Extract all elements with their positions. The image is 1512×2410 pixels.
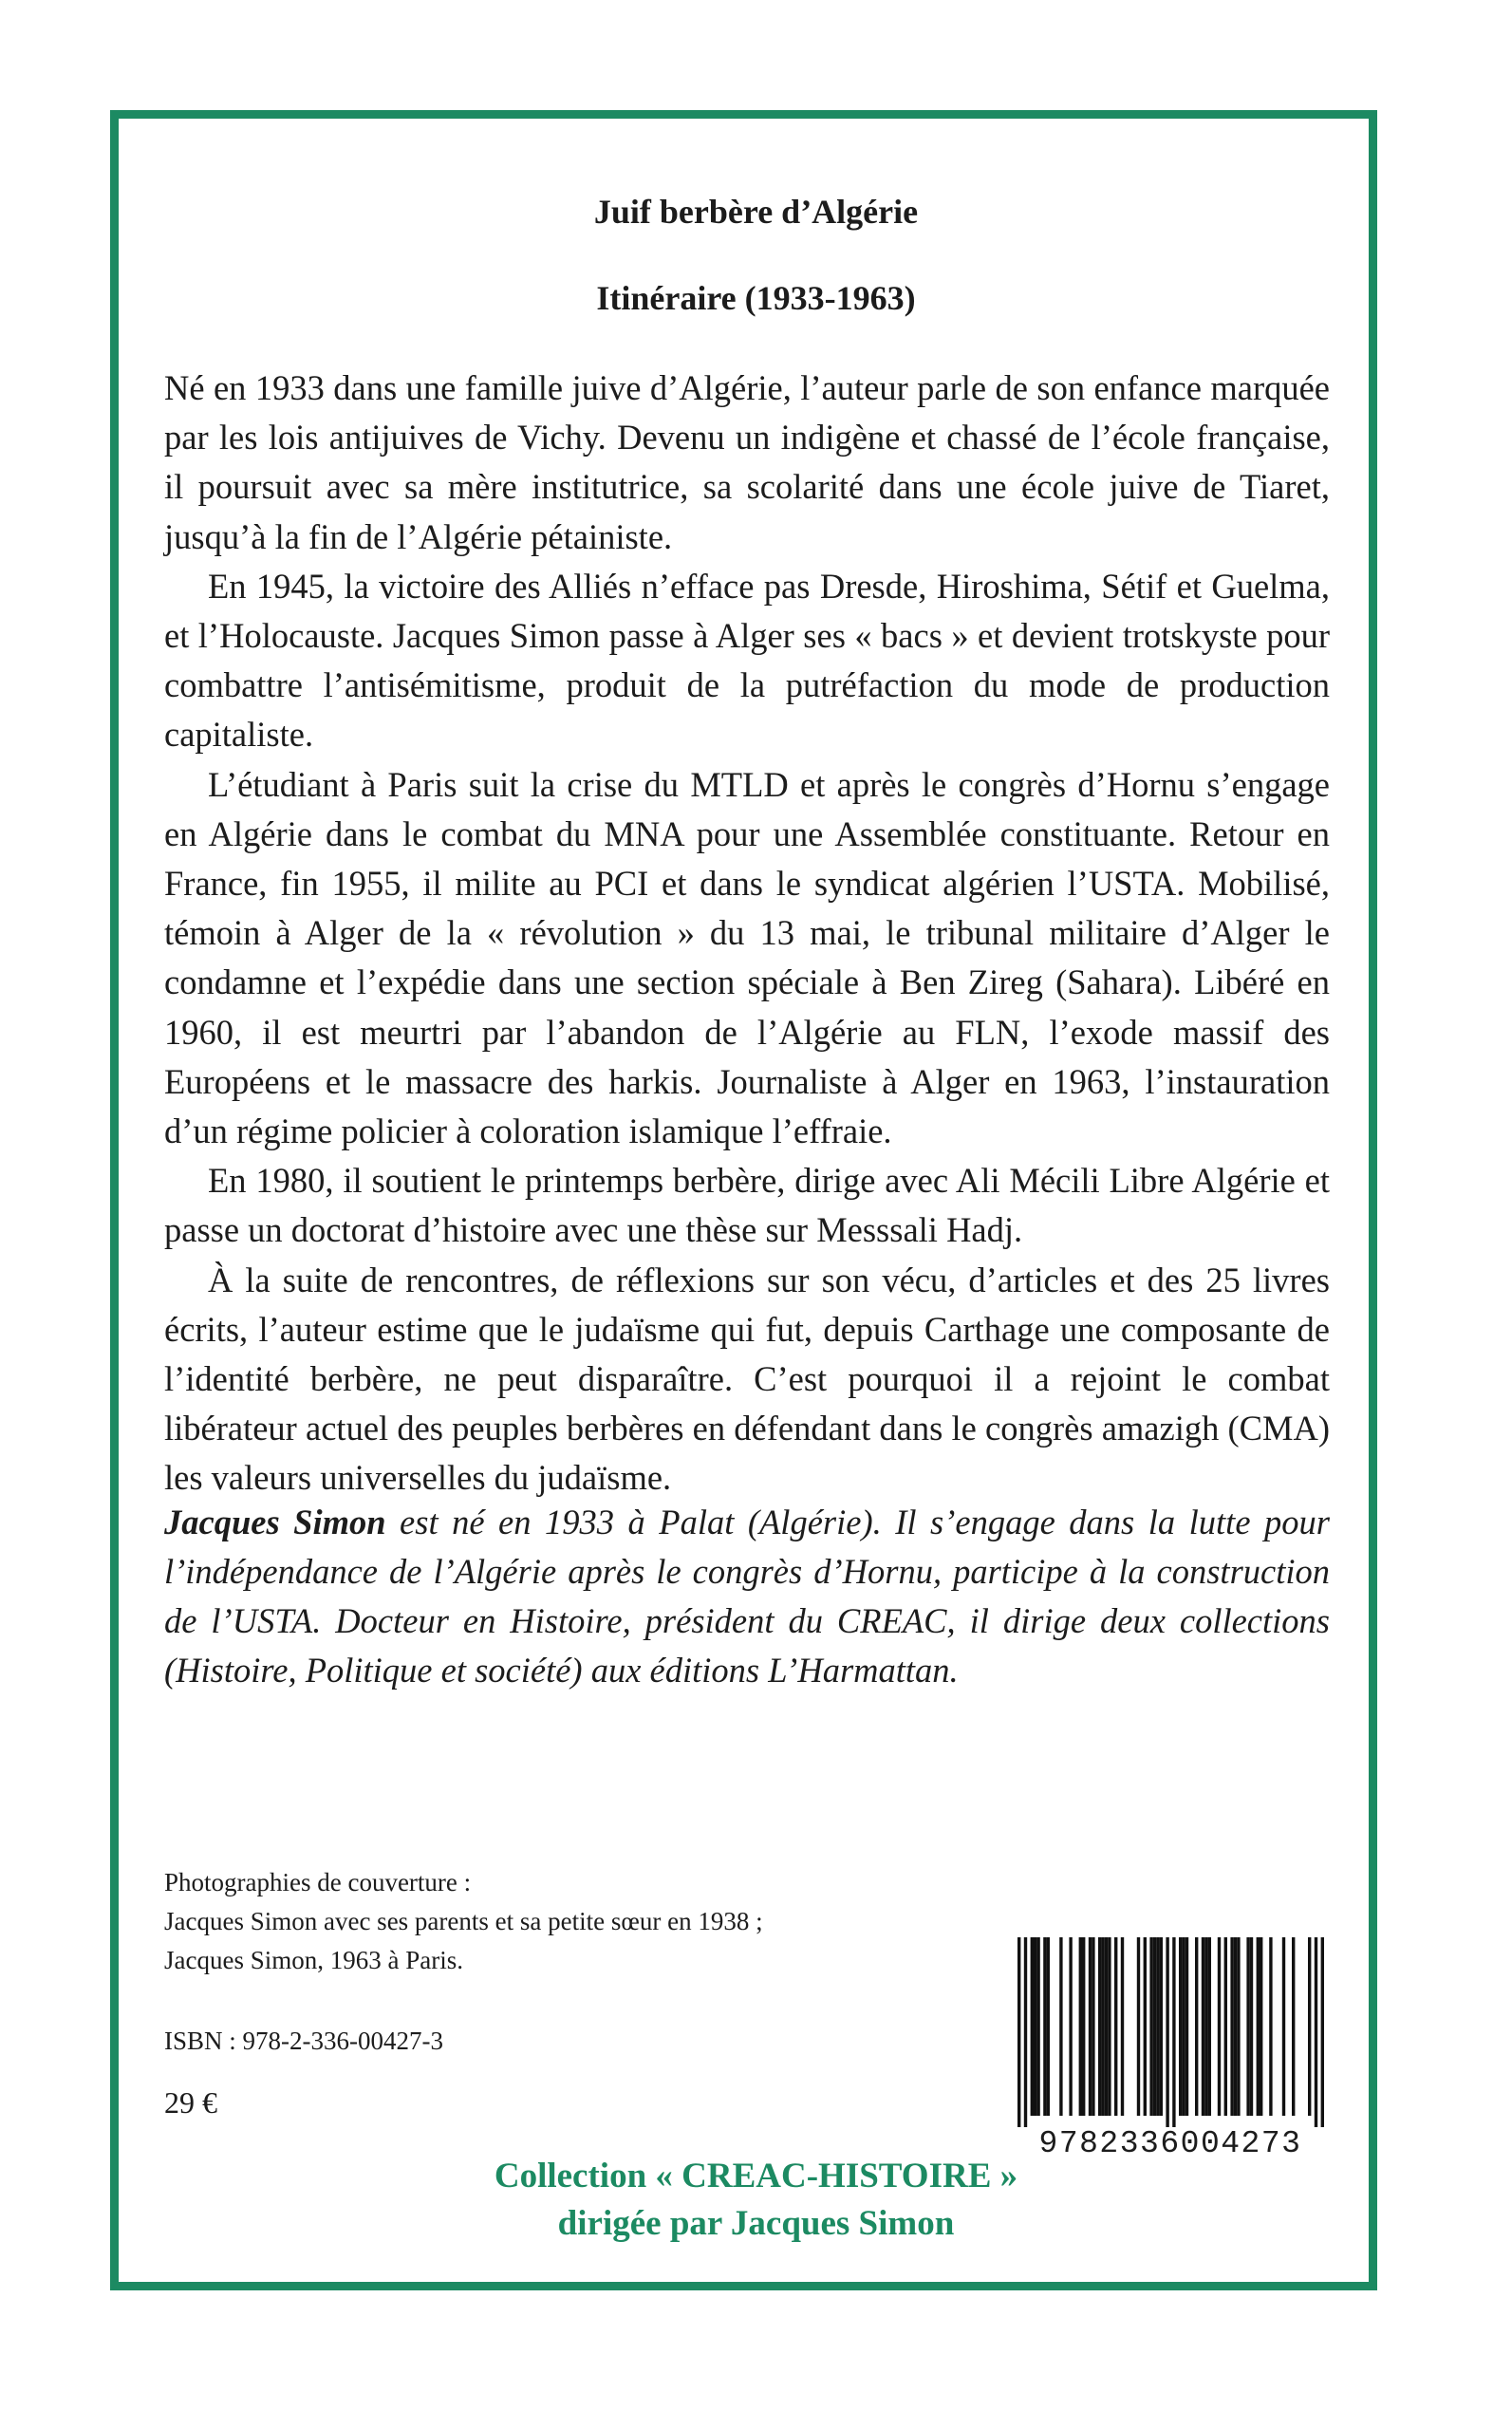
barcode-digits: 9782336004273 bbox=[1038, 2126, 1302, 2156]
barcode-bar bbox=[1043, 1937, 1046, 2116]
author-bio bbox=[164, 1498, 1330, 1695]
blurb-paragraph: En 1945, la victoire des Alliés n’efface pas Dresde, Hiroshima, Sétif et Guelma, et l’Holocauste. Jacques Simon passe à Alger ses « bacs » et devient trotskyste pour combattre l’antisémitisme, produit de la putréfaction du mode de production capitaliste. bbox=[164, 566, 1330, 755]
barcode-bar bbox=[1179, 1937, 1182, 2116]
barcode-bar bbox=[1195, 1937, 1198, 2116]
collection-name: Collection « CREAC-HISTOIRE » bbox=[494, 2157, 1018, 2195]
barcode-bar bbox=[1321, 1937, 1324, 2127]
photo-credit-line: Jacques Simon avec ses parents et sa petite sœur en 1938 ; bbox=[164, 1907, 763, 1935]
barcode-bar bbox=[1031, 1937, 1034, 2116]
barcode-bar bbox=[1092, 1937, 1094, 2116]
author-name: Jacques Simon bbox=[164, 1503, 386, 1541]
barcode-bar bbox=[1237, 1937, 1240, 2116]
barcode-bar bbox=[1182, 1937, 1185, 2116]
barcode-bar bbox=[1292, 1937, 1295, 2116]
barcode-bar bbox=[1172, 1937, 1175, 2127]
barcode-bar bbox=[1047, 1937, 1050, 2116]
barcode-bar bbox=[1166, 1937, 1168, 2127]
barcode-bar bbox=[1137, 1937, 1140, 2116]
photo-credits-heading: Photographies de couverture : bbox=[164, 1868, 472, 1896]
barcode-bar bbox=[1282, 1937, 1285, 2116]
barcode-bar bbox=[1024, 1937, 1027, 2127]
barcode-bar bbox=[1269, 1937, 1272, 2116]
isbn: ISBN : 978-2-336-00427-3 bbox=[164, 2027, 443, 2055]
barcode-bar bbox=[1234, 1937, 1237, 2116]
photo-credits bbox=[164, 1863, 763, 1980]
collection-info bbox=[0, 2153, 1512, 2248]
barcode-bar bbox=[1257, 1937, 1260, 2116]
barcode-bar bbox=[1098, 1937, 1101, 2116]
barcode-bar bbox=[1230, 1937, 1233, 2116]
blurb-paragraph: L’étudiant à Paris suit la crise du MTLD et après le congrès d’Hornu s’engage en Algérie dans le combat du MNA pour une Assemblée constituante. Retour en France, fin 1955, il milite au PCI et dans le syndicat algérien l’USTA. Mobilisé, témoin à Alger de la « révolution » du 13 mai, le tribunal militaire d’Alger le condamne et l’expédie dans une section spéciale à Ben Zireg (Sahara). Libéré en 1960, il est meurtri par l’abandon de l’Algérie au FLN, l’exode massif des Européens et le massacre des harkis. Journaliste à Alger en 1963, l’instauration d’un régime policier à coloration islamique l’effraie. bbox=[164, 764, 1330, 1151]
barcode-bar bbox=[1121, 1937, 1124, 2116]
barcode-bar bbox=[1315, 1937, 1317, 2127]
barcode-bar bbox=[1204, 1937, 1207, 2116]
barcode-bar bbox=[1069, 1937, 1072, 2116]
barcode-bar bbox=[1246, 1937, 1249, 2116]
barcode-bar bbox=[1250, 1937, 1253, 2116]
author-bio-text: est né en 1933 à Palat (Algérie). Il s’engage dans la lutte pour l’indépendance de l’Algérie après le congrès d’Hornu, participe à la construction de l’USTA. Docteur en Histoire, président du CREAC, il dirige deux collections (Histoire, Politique et société) aux éditions L’Harmattan. bbox=[164, 1503, 1330, 1690]
barcode-bar bbox=[1260, 1937, 1262, 2116]
blurb-paragraph: En 1980, il soutient le printemps berbère, dirige avec Ali Mécili Libre Algérie et passe un doctorat d’histoire avec une thèse sur Messsali Hadj. bbox=[164, 1161, 1330, 1250]
barcode-bar bbox=[1034, 1937, 1036, 2116]
barcode-bar bbox=[1144, 1937, 1147, 2116]
barcode-bar bbox=[1082, 1937, 1085, 2116]
barcode-bar bbox=[1017, 1937, 1020, 2127]
barcode-bar bbox=[1153, 1937, 1156, 2116]
blurb bbox=[164, 364, 1330, 1504]
barcode-bar bbox=[1185, 1937, 1188, 2116]
price: 29 € bbox=[164, 2085, 217, 2120]
blurb-paragraph: À la suite de rencontres, de réflexions sur son vécu, d’articles et des 25 livres écrits, l’auteur estime que le judaïsme qui fut, depuis Carthage une composante de l’identité berbère, ne peut disparaître. C’est pourquoi il a rejoint le combat libérateur actuel des peuples berbères en défendant dans le congrès amazigh (CMA) les valeurs universelles du judaïsme. bbox=[164, 1260, 1330, 1498]
blurb-paragraph: Né en 1933 dans une famille juive d’Algérie, l’auteur parle de son enfance marquée par les lois antijuives de Vichy. Devenu un indigène et chassé de l’école française, il poursuit avec sa mère institutrice, sa scolarité dans une école juive de Tiaret, jusqu’à la fin de l’Algérie pétainiste. bbox=[164, 368, 1330, 556]
book-title: Juif berbère d’Algérie bbox=[593, 193, 919, 231]
barcode-bar bbox=[1101, 1937, 1104, 2116]
barcode-bar bbox=[1059, 1937, 1062, 2116]
photo-credit-line: Jacques Simon, 1963 à Paris. bbox=[164, 1946, 463, 1974]
barcode-bar bbox=[1105, 1937, 1108, 2116]
collection-director: dirigée par Jacques Simon bbox=[557, 2204, 955, 2243]
barcode-bar bbox=[1036, 1937, 1039, 2116]
book-subtitle: Itinéraire (1933-1963) bbox=[596, 279, 916, 317]
barcode-bar bbox=[1224, 1937, 1227, 2116]
barcode-bar bbox=[1218, 1937, 1221, 2116]
barcode-bar bbox=[1089, 1937, 1092, 2116]
barcode-bar bbox=[1160, 1937, 1163, 2116]
barcode-bar bbox=[1114, 1937, 1117, 2116]
barcode-bar bbox=[1208, 1937, 1211, 2116]
barcode-bar bbox=[1156, 1937, 1159, 2116]
barcode-bars bbox=[1017, 1937, 1324, 2127]
barcode-bar bbox=[1202, 1937, 1204, 2116]
isbn-barcode bbox=[1008, 1937, 1333, 2156]
barcode-bar bbox=[1079, 1937, 1082, 2116]
barcode-bar bbox=[1108, 1937, 1111, 2116]
barcode-bar bbox=[1149, 1937, 1152, 2116]
barcode-bar bbox=[1308, 1937, 1311, 2116]
